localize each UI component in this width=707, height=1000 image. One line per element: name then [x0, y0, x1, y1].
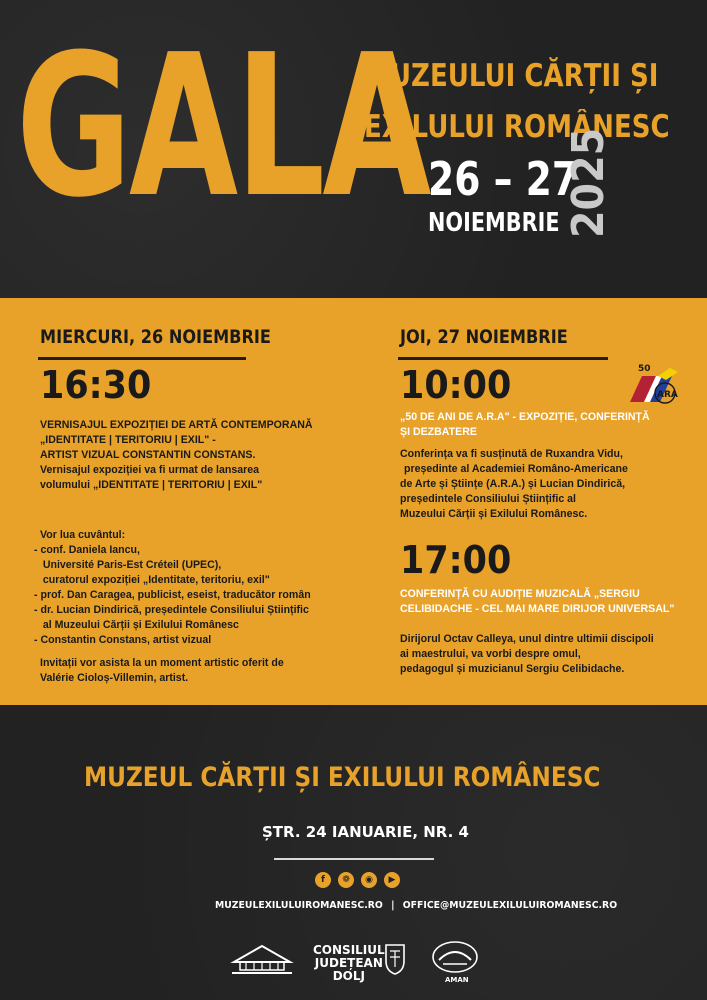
title-line-1: MUZEULUI CĂRȚII ȘI — [364, 58, 659, 94]
instagram-icon[interactable]: ◉ — [361, 872, 377, 888]
title-line-2: EXILULUI ROMÂNESC — [364, 109, 670, 145]
consiliu-line1: CONSILIUL — [313, 943, 385, 957]
ara-logo-number: 50 — [638, 364, 651, 374]
aman-logo-caption: AMAN — [445, 976, 469, 984]
day2-desc1-line5: Muzeului Cărții și Exilului Românesc. — [400, 508, 588, 520]
day2-event2-line1: CONFERINȚĂ CU AUDIȚIE MUZICALĂ „SERGIU — [400, 588, 640, 600]
day1-time: 16:30 — [40, 363, 152, 407]
museum-logo-icon — [226, 940, 298, 980]
email-link[interactable]: OFFICE@MUZEULEXILULUIROMANESC.RO — [402, 900, 618, 911]
dribbble-icon[interactable]: ❁ — [338, 872, 354, 888]
consiliu-line2: JUDEȚEAN — [314, 956, 383, 970]
day2-desc2-line2: ai maestrului, va vorbi despre omul, — [400, 648, 581, 660]
day1-launch-line1: Vernisajul expoziției va fi urmat de lansarea — [40, 464, 260, 476]
day1-launch-line2: volumului „IDENTITATE | TERITORIU | EXIL" — [40, 479, 263, 491]
facebook-icon[interactable]: f — [315, 872, 331, 888]
day2-event2-line2: CELIBIDACHE - CEL MAI MARE DIRIJOR UNIVERSAL" — [400, 603, 675, 615]
day2-time-1: 10:00 — [400, 363, 512, 407]
event-month: NOIEMBRIE — [428, 208, 560, 238]
museum-address: ȘTR. 24 IANUARIE, NR. 4 — [262, 823, 469, 841]
day1-closing-line1: Invitații vor asista la un moment artistic oferit de — [40, 657, 284, 669]
consiliu-logo-text — [313, 944, 385, 983]
list-item: Université Paris-Est Créteil (UPEC), — [34, 559, 222, 571]
day1-event-line1: VERNISAJUL EXPOZIȚIEI DE ARTĂ CONTEMPORANĂ — [40, 419, 313, 431]
gala-title: GALA — [16, 13, 429, 241]
day2-desc2-line1: Dirijorul Octav Calleya, unul dintre ultimii discipoli — [400, 633, 654, 645]
day2-desc1-line4: președintele Consiliului Științific al — [400, 493, 577, 505]
consiliu-line3: DOLJ — [332, 969, 365, 983]
list-item: - prof. Dan Caragea, publicist, eseist, traducător român — [34, 589, 311, 601]
day1-speakers-title: Vor lua cuvântul: — [40, 529, 126, 541]
day1-label: MIERCURI, 26 NOIEMBRIE — [40, 326, 271, 348]
contact-line — [215, 900, 617, 911]
museum-name: MUZEUL CĂRȚII ȘI EXILULUI ROMÂNESC — [84, 762, 601, 793]
event-year: 2025 — [563, 127, 614, 238]
day2-desc1-line3: de Arte și Științe (A.R.A.) și Lucian Dindirică, — [400, 478, 626, 490]
list-item: al Muzeului Cărții și Exilului Românesc — [34, 619, 239, 631]
website-link[interactable]: MUZEULEXILULUIROMANESC.RO — [215, 900, 383, 911]
day2-divider — [398, 357, 608, 360]
list-item: - conf. Daniela Iancu, — [34, 544, 140, 556]
day2-desc1-line2: președinte al Academiei Româno-Americane — [404, 463, 628, 475]
event-dates: 26 – 27 — [428, 152, 579, 206]
day2-label: JOI, 27 NOIEMBRIE — [400, 326, 568, 348]
ara-logo-text: ARA — [657, 390, 678, 400]
contact-separator: | — [391, 900, 395, 911]
list-item: curatorul expoziției „Identitate, teritoriu, exil" — [34, 574, 270, 586]
day2-time-2: 17:00 — [400, 538, 512, 582]
social-links — [315, 872, 400, 888]
list-item: - dr. Lucian Dindirică, președintele Consiliului Științific — [34, 604, 309, 616]
youtube-icon[interactable]: ▶ — [384, 872, 400, 888]
aman-library-logo-icon — [425, 940, 485, 974]
dolj-coat-of-arms-icon — [384, 943, 406, 975]
day1-closing-line2: Valérie Cioloș-Villemin, artist. — [40, 672, 189, 684]
day2-event1-line1: „50 DE ANI DE A.R.A" - EXPOZIȚIE, CONFERINȚĂ — [400, 411, 650, 423]
ara-logo-icon — [628, 362, 682, 406]
address-divider — [274, 858, 434, 860]
day2-desc2-line3: pedagogul și muzicianul Sergiu Celibidache. — [400, 663, 625, 675]
day1-divider — [38, 357, 246, 360]
day1-event-line2: „IDENTITATE | TERITORIU | EXIL" - — [40, 434, 216, 446]
day2-desc1-line1: Conferința va fi susținută de Ruxandra Vidu, — [400, 448, 623, 460]
list-item: - Constantin Constans, artist vizual — [34, 634, 212, 646]
day1-event-line3: ARTIST VIZUAL CONSTANTIN CONSTANS. — [40, 449, 256, 461]
day1-speakers-list — [34, 543, 311, 648]
day2-event1-line2: ȘI DEZBATERE — [400, 426, 477, 438]
